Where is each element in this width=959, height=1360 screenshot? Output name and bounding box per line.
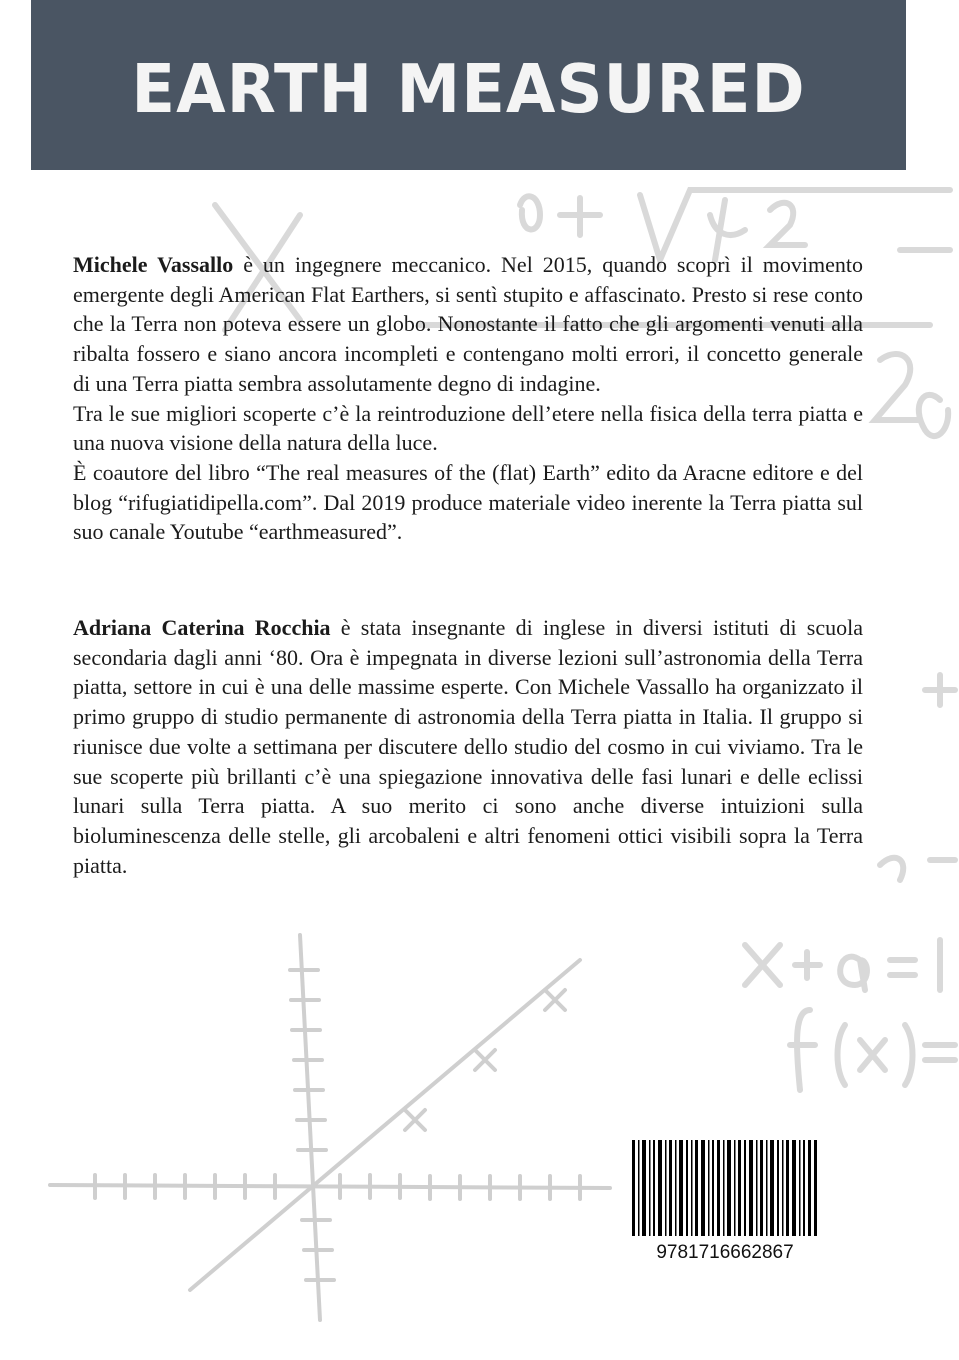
bio-paragraph: Tra le sue migliori scoperte c’è la reintroduzione dell’etere nella fisica della terra piatta e una nuova visione della natura della luce.	[73, 400, 863, 456]
author-name: Michele Vassallo	[73, 252, 234, 277]
book-title: EARTH MEASURED	[131, 51, 806, 129]
author-bio-vassallo	[73, 250, 863, 547]
bio-text: è stata insegnante di inglese in diversi istituti di scuola secondaria dagli anni ‘80. Ora è impegnata in diverse lezioni sull’astronomia della Terra piatta, settore in cui è una delle massime esperte. Con Michele Vassallo ha organizzato il primo gruppo di studio permanente di astronomia della Terra piatta in Italia. Il gruppo si riunisce due volte a settimana per discutere dello studio del cosmo in cui viviamo. Tra le sue scoperte più brillanti c’è una spiegazione innovativa delle fasi lunari e delle eclissi lunari sulla Terra piatta. A suo merito ci sono anche diverse intuizioni sulla bioluminescenza delle stelle, gli arcobaleni e altri fenomeni ottici visibili sopra la Terra piatta.	[73, 615, 863, 878]
isbn-barcode	[630, 1138, 820, 1268]
title-banner	[31, 0, 906, 170]
barcode-icon	[630, 1138, 820, 1238]
bio-text: è un ingegnere meccanico. Nel 2015, quando scoprì il movimento emergente degli American Flat Earthers, si sentì stupito e affascinato. Presto si rese conto che la Terra non poteva essere un globo. Nonostante il fatto che gli argomenti venuti alla ribalta fossero e siano ancora incompleti e contengano molti errori, il concetto generale di una Terra piatta sembra assolutamente degno di indagine.	[73, 252, 863, 396]
isbn-number: 9781716662867	[656, 1242, 794, 1263]
author-name: Adriana Caterina Rocchia	[73, 615, 331, 640]
author-bio-rocchia	[73, 613, 863, 880]
bio-paragraph	[73, 613, 863, 880]
bio-paragraph	[73, 250, 863, 399]
bio-paragraph: È coautore del libro “The real measures of the (flat) Earth” edito da Aracne editore e del blog “rifugiatidipella.com”. Dal 2019 produce materiale video inerente la Terra piatta sul suo canale Youtube “earthmeasured”.	[73, 459, 863, 545]
